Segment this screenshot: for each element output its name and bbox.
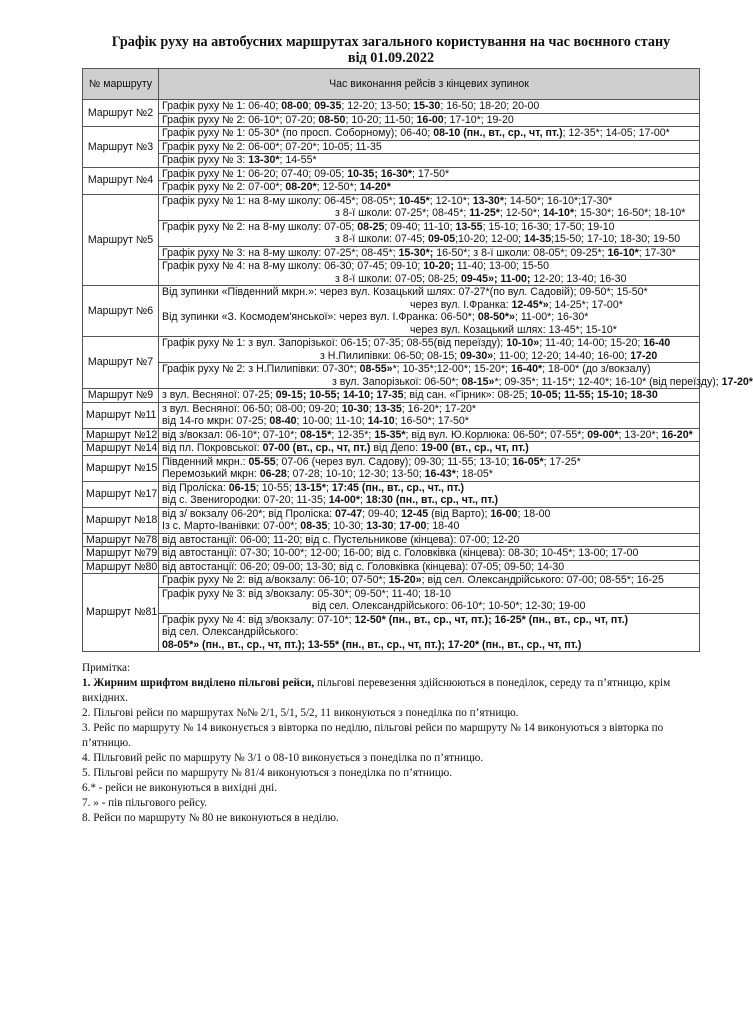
preferential-time-text: 13-15* <box>294 481 326 494</box>
notes-heading: Примітка: <box>82 662 131 674</box>
preferential-time-text: 16-00 <box>416 113 444 126</box>
schedule-text: ; від сан. «Гірник»: 08-25; <box>403 389 531 401</box>
schedule-text: ; 16-20*; 17-20* <box>401 402 477 415</box>
preferential-time-text: 08-50 <box>318 113 346 126</box>
route-name-cell: Маршрут №2 <box>83 100 159 127</box>
schedule-text: 12-20; 13-40; 16-30 <box>530 272 627 285</box>
preferential-time-text: 08-50*» <box>477 311 515 323</box>
schedule-cell <box>159 587 700 613</box>
preferential-time-text: 15-35* <box>374 428 406 441</box>
schedule-text: Графік руху № 3: на 8-му школу: 07-25*; 08-45*; <box>162 246 399 259</box>
preferential-time-text: 14-20* <box>359 181 391 193</box>
schedule-text: 11-40; 13-00; 15-50 <box>453 260 550 272</box>
preferential-time-text: 10-30 <box>341 402 369 415</box>
preferential-time-text: 19-00 (вт., ср., чт, пт.) <box>421 442 529 454</box>
schedule-text: ; 15-10; 16-30; 17-50; 19-10 <box>482 220 615 233</box>
table-row <box>83 140 700 154</box>
preferential-time-text: 08-15» <box>461 375 495 388</box>
schedule-text: від з/ вокзалу 06-20*; від Проліска: <box>162 507 336 520</box>
schedule-line <box>162 429 696 442</box>
schedule-text: з вул. Весняної: 07-25; <box>162 389 276 401</box>
table-row <box>83 337 700 363</box>
schedule-cell <box>159 260 700 286</box>
schedule-text: з вул. Запорізької: 06-50*; <box>332 375 462 388</box>
schedule-cell <box>159 442 700 456</box>
route-name-cell: Маршрут №3 <box>83 127 159 168</box>
schedule-line <box>162 600 696 613</box>
schedule-text: Графік руху № 4: від з/вокзалу: 07-10*; <box>162 613 355 626</box>
route-name-cell: Маршрут №81 <box>83 574 159 652</box>
notes-list <box>82 676 700 826</box>
schedule-text: Графік руху № 1: 06-20; 07-40; 09-05; <box>162 167 348 180</box>
schedule-text: від з/вокзал: 06-10*; 07-10*; <box>162 428 301 441</box>
preferential-time-text: 16-10* <box>607 246 639 259</box>
schedule-text: ; 18-00 <box>517 507 551 520</box>
route-name-cell: Маршрут №80 <box>83 560 159 574</box>
preferential-time-text: 17-00 <box>399 520 427 532</box>
schedule-text: від автостанції: 07-30; 10-00*; 12-00; 16-00; від с. Головківка (кінцева): 08-30; 10-45*; 13-00; 17-00 <box>162 547 639 559</box>
schedule-text: *; 10-35*;12-00*; 15-20*; <box>392 363 511 375</box>
schedule-text: ; 07-06 (через вул. Садову); 09-30; 11-55; 13-10; <box>275 455 513 468</box>
schedule-text: від Проліска: <box>162 481 229 494</box>
preferential-time-text: 09-35 <box>314 100 342 112</box>
preferential-time-text: 09-05 <box>428 233 456 245</box>
schedule-text: 2. Пільгові рейси по маршрутах №№ 2/1, 5/1, 5/2, 11 виконуються з понеділка по п’ятницю. <box>82 707 519 719</box>
schedule-line <box>162 207 696 220</box>
schedule-text: ; 17-30* <box>638 246 676 259</box>
preferential-time-text: 07-00 (вт., ср., чт, пт.) <box>262 442 371 454</box>
route-name-cell: Маршрут №14 <box>83 442 159 456</box>
route-name-cell: Маршрут №9 <box>83 389 159 403</box>
preferential-time-text: 14-10* <box>542 207 575 219</box>
schedule-line <box>162 626 696 639</box>
schedule-line <box>162 363 696 376</box>
schedule-text: від с. Звенигородки: 07-20; 11-35; <box>162 494 329 506</box>
schedule-text: ; 16-50; 18-20; 20-00 <box>440 100 540 112</box>
schedule-text: Графік руху № 2: 06-00*; 07-20*; 10-05; 11-35 <box>162 140 382 153</box>
table-row <box>83 220 700 246</box>
schedule-text: Графік руху № 4: на 8-му школу: 06-30; 07-45; 09-10; <box>162 260 424 272</box>
route-name-cell: Маршрут №15 <box>83 455 159 481</box>
notes-section <box>82 661 700 826</box>
schedule-text: ; 12-50*; <box>499 207 543 219</box>
preferential-time-text: 08-20* <box>285 181 317 193</box>
preferential-time-text: 10-45* <box>398 194 430 207</box>
preferential-time-text: 16-40* <box>510 363 543 375</box>
preferential-time-text: 10-05; 11-55; 15-10; 18-30 <box>530 389 658 401</box>
schedule-cell <box>159 194 700 220</box>
schedule-text: ; від сел. Олександрійського: 07-00; 08-55*; 16-25 <box>421 574 664 586</box>
schedule-text: ; 14-25*; 17-00* <box>548 298 623 311</box>
schedule-line <box>162 350 696 363</box>
schedule-cell <box>159 181 700 195</box>
schedule-cell <box>159 389 700 403</box>
note-item <box>82 706 700 721</box>
table-row <box>83 181 700 195</box>
preferential-time-text: 13-30* <box>248 154 280 166</box>
schedule-cell <box>159 286 700 337</box>
table-row <box>83 194 700 220</box>
document-title <box>82 34 700 66</box>
preferential-time-text: 11-25* <box>469 207 500 219</box>
schedule-line <box>162 233 696 246</box>
schedule-line <box>162 574 696 587</box>
preferential-time-text: 15-30*; <box>398 246 434 259</box>
schedule-text: ; 17-10*; 19-20 <box>443 113 514 126</box>
schedule-cell <box>159 140 700 154</box>
schedule-text: ; 07-28; 10-10; 12-30; 13-50; <box>286 468 425 480</box>
header-departure-times: Час виконання рейсів з кінцевих зупинок <box>159 69 700 100</box>
route-name-cell: Маршрут №78 <box>83 533 159 547</box>
preferential-time-text: 08-00 <box>281 100 309 112</box>
table-row <box>83 455 700 481</box>
schedule-line <box>162 286 696 299</box>
schedule-line <box>162 100 696 113</box>
preferential-time-text: 08-25 <box>357 220 385 233</box>
preferential-time-text: 12-45*» <box>511 298 549 311</box>
schedule-line <box>162 456 696 469</box>
preferential-time-text: 17:45 (пн., вт., ср., чт., пт.) <box>331 481 465 494</box>
schedule-text: від сел. Олександрійського: <box>162 626 299 638</box>
schedule-line <box>162 181 696 194</box>
schedule-text: Перемозький мкрн: <box>162 468 260 480</box>
schedule-line <box>162 561 696 574</box>
preferential-time-text: 05-55 <box>248 455 276 468</box>
schedule-cell <box>159 337 700 363</box>
schedule-line <box>162 534 696 547</box>
schedule-text: ; <box>393 520 400 532</box>
preferential-time-text: 14-00* <box>328 494 360 506</box>
schedule-text: Південний мкрн.: <box>162 455 249 468</box>
schedule-cell <box>159 455 700 481</box>
table-header-row <box>83 69 700 100</box>
schedule-cell <box>159 246 700 260</box>
schedule-line <box>162 311 696 324</box>
schedule-text: ; 17-25* <box>543 455 581 468</box>
table-row <box>83 363 700 389</box>
schedule-cell <box>159 363 753 389</box>
table-row <box>83 113 700 127</box>
schedule-line <box>162 221 696 234</box>
schedule-cell <box>159 574 700 588</box>
schedule-text: Графік руху № 2: на 8-му школу: 07-05; <box>162 220 358 233</box>
schedule-line <box>162 273 696 286</box>
schedule-text: з 8-ї школи: 07-05; 08-25; <box>335 272 461 285</box>
schedule-text: 3. Рейс по маршруту № 14 виконується з вівторка по неділю, пільгові рейси по маршруту № 14 виконуються з вівторка по п’ятницю. <box>82 722 664 749</box>
preferential-time-text: 07-47 <box>335 507 363 520</box>
schedule-line <box>162 154 696 167</box>
preferential-time-text: 08-40 <box>269 415 297 427</box>
schedule-cell <box>159 402 700 428</box>
table-row <box>83 533 700 547</box>
note-item <box>82 721 700 751</box>
schedule-text: ; 17-50* <box>412 167 450 180</box>
table-row <box>83 442 700 456</box>
route-name-cell: Маршрут №6 <box>83 286 159 337</box>
title-line-1: Графік руху на автобусних маршрутах загального користування на час воєнного стану <box>111 34 671 50</box>
schedule-text: ; 09-40; 11-10; <box>384 220 456 233</box>
schedule-line <box>162 415 696 428</box>
preferential-time-text: 06-15 <box>228 481 256 494</box>
schedule-text: Із с. Марто-Іванівки: 07-00*; <box>162 520 301 532</box>
schedule-text: ; 14-55* <box>279 154 317 166</box>
schedule-cell <box>159 100 700 114</box>
schedule-text: ; 12-10*; <box>429 194 473 207</box>
preferential-time-text: 16-43* <box>424 468 456 480</box>
schedule-text: Графік руху № 2: від а/вокзалу: 06-10; 07-50*; <box>162 574 389 586</box>
schedule-line <box>162 375 753 389</box>
schedule-line <box>162 468 696 481</box>
schedule-text: з 8-ї школи: 07-45; <box>335 233 428 245</box>
preferential-time-text: 06-28 <box>259 468 287 480</box>
preferential-time-text: 13-30 <box>366 520 394 532</box>
note-item <box>82 751 700 766</box>
schedule-text: 8. Рейси по маршруту № 80 не виконуються в неділю. <box>82 812 339 824</box>
schedule-text: *; 09-35*; 11-15*; 12-40*; 16-10* (від переїзду); <box>494 375 722 388</box>
route-name-cell: Маршрут №11 <box>83 402 159 428</box>
note-item <box>82 781 700 796</box>
preferential-time-text: 14-35 <box>524 233 552 245</box>
schedule-text: ; <box>359 494 366 506</box>
schedule-line <box>162 114 696 127</box>
schedule-text: з 8-ї школи: 07-25*; 08-45*; <box>335 207 470 219</box>
schedule-line <box>162 324 696 337</box>
schedule-text: ; 15-30*; 16-50*; 18-10* <box>574 207 686 219</box>
schedule-text: ; <box>308 100 315 112</box>
schedule-line <box>162 127 696 140</box>
preferential-time-text: 15-30 <box>413 100 441 112</box>
schedule-text: ; 18-40 <box>426 520 460 532</box>
schedule-text: ; від вул. Ю.Корлюка: 06-50*; 07-55*; <box>405 428 588 441</box>
schedule-text: Від зупинки «Південний мкрн.»: через вул. Козацький шлях: 07-27*(по вул. Садовій); 09-50*; 15-50* <box>162 286 648 298</box>
schedule-line <box>162 547 696 560</box>
preferential-time-text: 16-40 <box>643 337 671 349</box>
schedule-text: від пл. Покровської: <box>162 442 263 454</box>
preferential-time-text: 14-10 <box>367 415 395 427</box>
schedule-text: Графік руху № 1: 06-40; <box>162 100 282 112</box>
schedule-text: ; 18-00* (до з/вокзалу) <box>542 363 651 375</box>
preferential-time-text: 16-20* <box>661 428 693 441</box>
preferential-time-text: 08-35 <box>300 520 328 532</box>
route-name-cell: Маршрут №7 <box>83 337 159 389</box>
schedule-line <box>162 482 696 495</box>
schedule-text: через вул. Козацький шлях: 13-45*; 15-10* <box>410 323 617 336</box>
table-row <box>83 286 700 337</box>
title-date: від 01.09.2022 <box>347 50 435 66</box>
schedule-line <box>162 247 696 260</box>
preferential-time-text: 1. Жирним шрифтом виділено пільгові рейси, <box>82 677 315 689</box>
schedule-line <box>162 442 696 455</box>
schedule-text: від сел. Олександрійського: 06-10*; 10-50*; 12-30; 19-00 <box>312 600 586 612</box>
preferential-time-text: 15-20» <box>388 574 422 586</box>
document-page <box>82 34 753 826</box>
table-row <box>83 154 700 168</box>
table-row <box>83 574 700 588</box>
route-name-cell: Маршрут №12 <box>83 428 159 442</box>
schedule-text: ; 12-20; 13-50; <box>341 100 414 112</box>
preferential-time-text: 12-45 <box>401 507 429 520</box>
table-row <box>83 613 700 652</box>
note-item <box>82 676 700 706</box>
schedule-table <box>82 68 753 652</box>
schedule-text: ; 09-40; <box>362 507 402 520</box>
schedule-text: 4. Пільговий рейс по маршруту № 3/1 о 08-10 виконується з понеділка по п’ятницю. <box>82 752 484 764</box>
schedule-text: Графік руху № 3: від з/вокзалу: 05-30*; 09-50*; 11-40; 18-10 <box>162 587 451 600</box>
table-body <box>83 100 753 652</box>
schedule-text: ;10-20; 12-00; <box>455 233 525 245</box>
note-item <box>82 811 700 826</box>
table-row <box>83 402 700 428</box>
route-name-cell: Маршрут №4 <box>83 167 159 194</box>
schedule-text: пільгові перевезення здійснюються в понеділок, середу та п’ятницю, крім вихідних. <box>82 677 671 704</box>
note-item <box>82 796 700 811</box>
schedule-text: Від зупинки «З. Космодем'янської»: через вул. І.Франка: 06-50*; <box>162 311 478 323</box>
schedule-line <box>162 337 696 350</box>
route-name-cell: Маршрут №5 <box>83 194 159 286</box>
preferential-time-text: 09-30» <box>460 349 494 362</box>
schedule-text: Графік руху № 2: 06-10*; 07-20; <box>162 113 319 126</box>
schedule-text: Графік руху № 1: з вул. Запорізької: 06-15; 07-35; 08-55(від переїзду); <box>162 337 507 349</box>
schedule-text: Графік руху № 2: 07-00*; <box>162 181 286 193</box>
table-row <box>83 167 700 181</box>
schedule-text: ; 11-00; 12-20; 14-40; 16-00; <box>493 349 631 362</box>
schedule-text: ; 12-50*; <box>316 181 360 193</box>
schedule-text: від Депо: <box>370 442 422 454</box>
table-row <box>83 481 700 507</box>
schedule-text: з Н.Пилипівки: 06-50; 08-15; <box>320 349 461 362</box>
table-row <box>83 507 700 533</box>
preferential-time-text: 10-10» <box>506 337 540 349</box>
preferential-time-text: 17-20* <box>721 375 753 388</box>
schedule-line <box>162 508 696 521</box>
preferential-time-text: 09-15; 10-55; 14-10; 17-35 <box>275 389 404 401</box>
preferential-time-text: 08-05*» (пн., вт., ср., чт, пт.); 13-55* (пн., вт., ср., чт, пт.); 17-20* (пн., вт., ср., чт, пт.) <box>162 638 582 651</box>
schedule-text: з вул. Весняної: 06-50; 08-00; 09-20; <box>162 402 342 415</box>
table-row <box>83 428 700 442</box>
schedule-cell <box>159 507 700 533</box>
preferential-time-text: 13-55 <box>455 220 483 233</box>
schedule-line <box>162 403 696 416</box>
schedule-cell <box>159 113 700 127</box>
table-row <box>83 246 700 260</box>
schedule-text: (від Варто); <box>428 507 491 520</box>
preferential-time-text: 16-00 <box>490 507 518 520</box>
schedule-cell <box>159 220 700 246</box>
schedule-text: ; 12-35*; <box>331 428 375 441</box>
route-name-cell: Маршрут №79 <box>83 547 159 561</box>
route-name-cell: Маршрут №18 <box>83 507 159 533</box>
schedule-text: 16-50*; з 8-ї школи: 08-05*; 09-25*; <box>433 246 608 259</box>
schedule-text: ; 10-00; 11-10; <box>296 415 368 427</box>
preferential-time-text: 08-10 (пн., вт., ср., чт, пт.) <box>433 127 563 139</box>
schedule-cell <box>159 533 700 547</box>
schedule-line <box>162 520 696 533</box>
schedule-text: Графік руху № 2: з Н.Пилипівки: 07-30*; <box>162 363 360 375</box>
schedule-line <box>162 141 696 154</box>
schedule-text: ; 16-50*; 17-50* <box>394 415 469 427</box>
schedule-line <box>162 168 696 181</box>
schedule-text: Графік руху № 1: на 8-му школу: 06-45*; 08-05*; <box>162 194 399 207</box>
preferential-time-text: 13-35 <box>374 402 402 415</box>
schedule-text: Графік руху № 1: 05-30* (по просп. Соборному); 06-40; <box>162 127 434 139</box>
preferential-time-text: 13-30* <box>472 194 504 207</box>
schedule-text: ; 12-35*; 14-05; 17-00* <box>562 127 670 139</box>
preferential-time-text: 12-50* (пн., вт., ср., чт, пт.); 16-25* (пн., вт., ср., чт, пт.) <box>354 613 629 626</box>
schedule-cell <box>159 613 700 652</box>
schedule-text: 7. » - пів пільгового рейсу. <box>82 797 208 809</box>
schedule-text: ; 13-20*; <box>618 428 662 441</box>
schedule-text: ; 11-40; 14-00; 15-20; <box>539 337 644 349</box>
schedule-text: 6.* - рейси не виконуються в вихідні дні. <box>82 782 277 794</box>
schedule-text: ; 14-50*; 16-10*;17-30* <box>503 194 613 207</box>
schedule-cell <box>159 547 700 561</box>
schedule-line <box>162 614 696 627</box>
preferential-time-text: 18:30 (пн., вт., ср., чт., пт.) <box>365 494 499 506</box>
schedule-text: Графік руху № 3: <box>162 154 249 166</box>
schedule-text: ; <box>325 481 332 494</box>
header-route-number: № маршруту <box>83 69 159 100</box>
schedule-text: від 14-го мкрн: 07-25; <box>162 415 270 427</box>
table-row <box>83 260 700 286</box>
note-item <box>82 766 700 781</box>
schedule-line <box>162 299 696 312</box>
preferential-time-text: 08-55» <box>359 363 393 375</box>
schedule-text: ; 11-00*; 16-30* <box>514 311 589 323</box>
table-row <box>83 100 700 114</box>
table-row <box>83 560 700 574</box>
schedule-cell <box>159 428 700 442</box>
table-row <box>83 389 700 403</box>
schedule-text: через вул. І.Франка: <box>410 298 512 311</box>
schedule-line <box>162 195 696 208</box>
preferential-time-text: 09-00* <box>587 428 619 441</box>
table-row <box>83 127 700 141</box>
schedule-cell <box>159 560 700 574</box>
preferential-time-text: 08-15* <box>300 428 332 441</box>
schedule-cell <box>159 127 700 141</box>
preferential-time-text: 09-45»; 11-00; <box>460 272 531 285</box>
table-row <box>83 587 700 613</box>
schedule-line <box>162 260 696 273</box>
schedule-text: 5. Пільгові рейси по маршруту № 81/4 виконуються з понеділка по п’ятницю. <box>82 767 453 779</box>
schedule-line <box>162 588 696 601</box>
schedule-text: ;15-50; 17-10; 18-30; 19-50 <box>551 233 681 245</box>
schedule-line <box>162 494 696 507</box>
preferential-time-text: 17-20 <box>630 349 658 362</box>
schedule-text: ; 10-55; <box>255 481 295 494</box>
schedule-text: від автостанції: 06-00; 11-20; від с. Пустельникове (кінцева): 07-00; 12-20 <box>162 533 520 546</box>
schedule-text: від автостанції: 06-20; 09-00; 13-30; від с. Головківка (кінцева): 07-05; 09-50; 14-30 <box>162 560 565 573</box>
preferential-time-text: 10-20; <box>423 260 454 272</box>
schedule-cell <box>159 481 700 507</box>
schedule-text: ; <box>368 402 375 415</box>
schedule-line <box>162 639 696 652</box>
schedule-text: ; 18-05* <box>455 468 493 480</box>
schedule-cell <box>159 167 700 181</box>
preferential-time-text: 16-05* <box>512 455 544 468</box>
preferential-time-text: 10-35; 16-30* <box>347 167 413 180</box>
schedule-text: ; 10-30; <box>327 520 367 532</box>
schedule-text: ; 10-20; 11-50; <box>345 113 417 126</box>
table-row <box>83 547 700 561</box>
schedule-line <box>162 389 696 402</box>
route-name-cell: Маршрут №17 <box>83 481 159 507</box>
schedule-cell <box>159 154 700 168</box>
